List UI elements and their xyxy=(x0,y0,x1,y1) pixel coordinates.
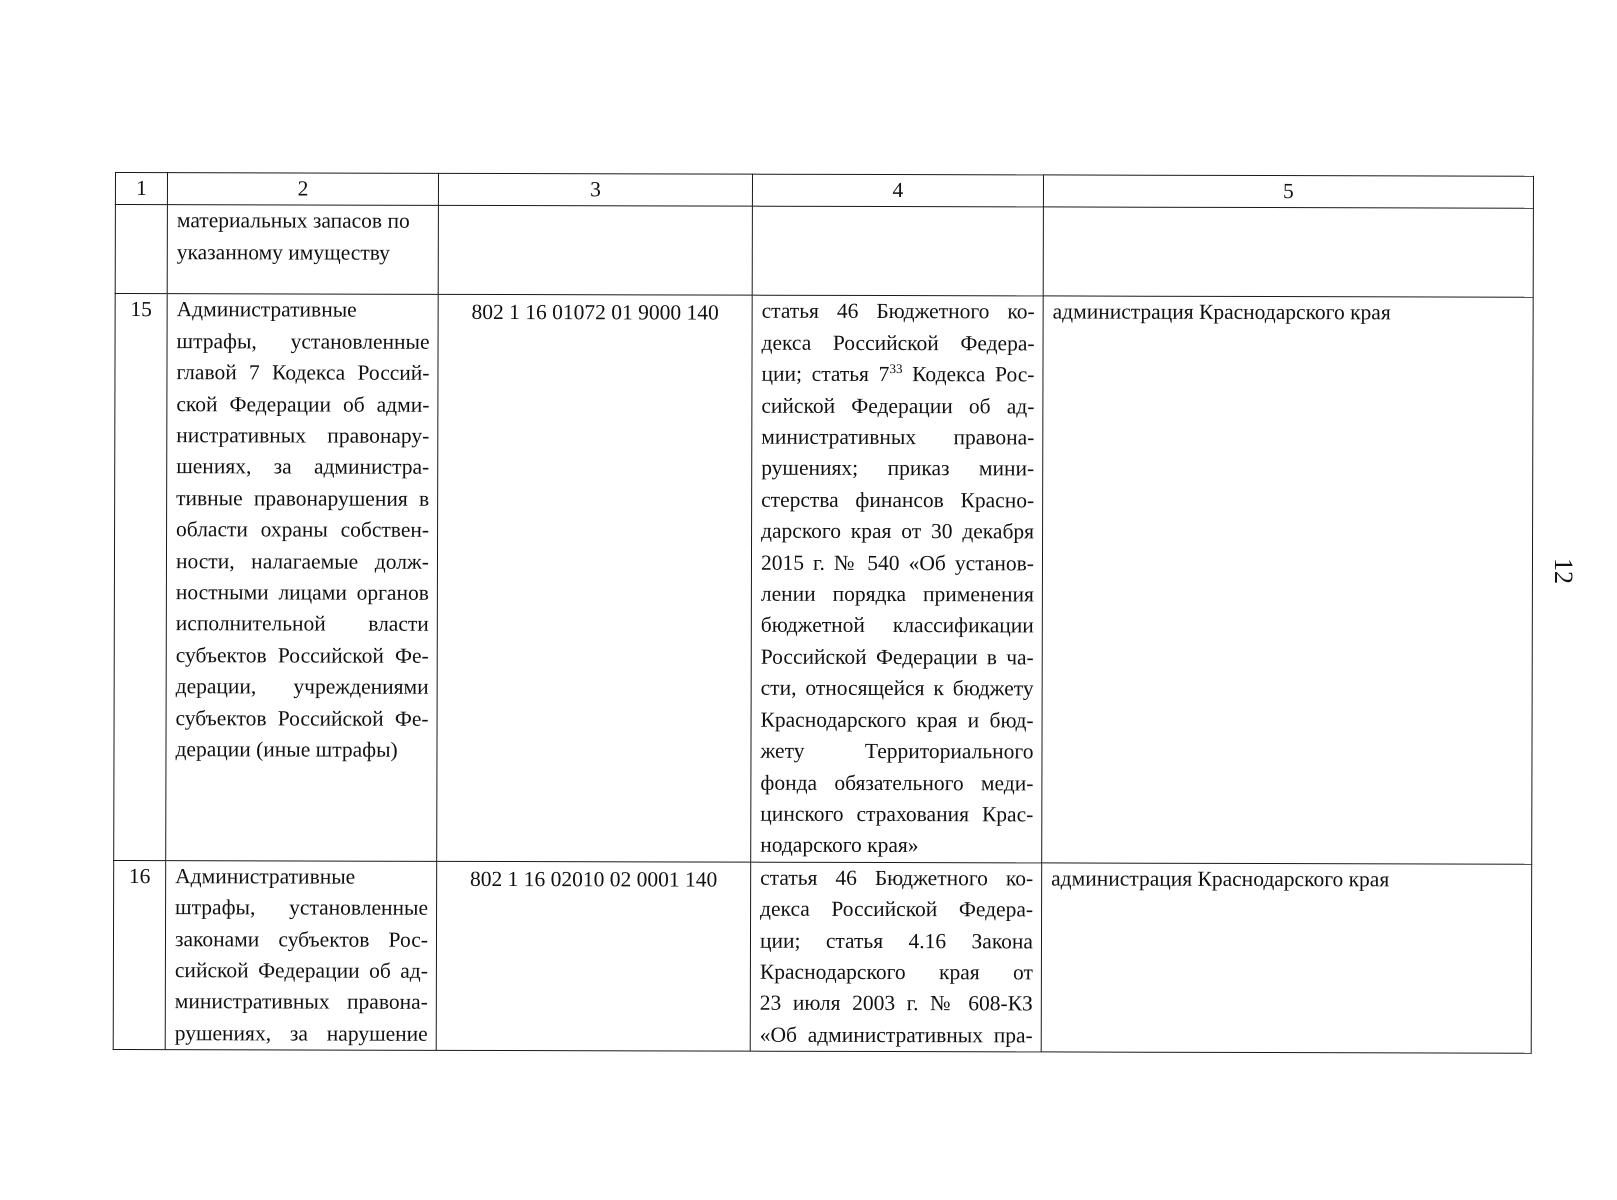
basis-line: декса Российской Федера- xyxy=(760,896,1034,922)
name-line: министративных правона- xyxy=(174,989,428,1015)
basis-line: статья 46 Бюджетного ко- xyxy=(761,299,1035,324)
row-number: 15 xyxy=(114,294,167,860)
basis-line-with-superscript xyxy=(761,359,1034,391)
name-line: нистративных правонару- xyxy=(176,423,430,448)
administrator: администрация Краснодарского края xyxy=(1042,296,1533,864)
basis-line: рушениях; приказ мини- xyxy=(761,456,1035,481)
table-row-15 xyxy=(114,294,1533,864)
cell-legal-basis xyxy=(751,296,1043,863)
basis-line: Краснодарского края и бюд- xyxy=(760,707,1034,733)
name-line: субъектов Российской Фе- xyxy=(175,643,429,668)
revenue-code: 802 1 16 02010 02 0001 140 xyxy=(436,861,750,1051)
name-line: ской Федерации об адми- xyxy=(176,391,430,417)
name-line: указанному имуществу xyxy=(176,239,390,265)
name-line: сийской Федерации об ад- xyxy=(174,958,428,983)
header-cell-3: 3 xyxy=(438,173,752,206)
cell-num-empty xyxy=(115,205,167,294)
header-cell-5: 5 xyxy=(1043,175,1533,209)
name-line: Административные xyxy=(175,863,356,889)
basis-line: министративных правона- xyxy=(761,424,1035,450)
basis-line: жету Территориального xyxy=(760,738,1034,764)
basis-line: 2015 г. № 540 «Об установ- xyxy=(760,550,1035,576)
basis-line: сийской Федерации об ад- xyxy=(761,393,1035,419)
name-line: шениях, за администра- xyxy=(176,454,430,480)
revenue-code: 802 1 16 01072 01 9000 140 xyxy=(437,295,752,862)
name-line: материальных запасов по xyxy=(176,208,410,234)
cell-name xyxy=(166,294,438,861)
name-line: ности, налагаемые долж- xyxy=(175,548,430,574)
basis-line: 23 июля 2003 г. № 608-КЗ xyxy=(759,991,1033,1016)
basis-line: декса Российской Федера- xyxy=(761,330,1035,356)
table-header-row xyxy=(115,173,1533,209)
name-line: штрафы, установленные xyxy=(176,328,430,354)
basis-line: ции; статья 4.16 Закона xyxy=(759,928,1034,953)
basis-line: сти, относящейся к бюджету xyxy=(760,675,1034,701)
basis-line: Российской Федерации в ча- xyxy=(760,644,1034,670)
name-line: дерации, учреждениями xyxy=(175,674,429,700)
header-cell-1: 1 xyxy=(115,173,167,206)
name-line: субъектов Российской Фе- xyxy=(175,705,429,731)
name-line: Административные xyxy=(176,297,357,323)
name-line: штрафы, установленные xyxy=(175,895,429,920)
revenue-codes-table xyxy=(113,172,1534,1054)
superscript: 33 xyxy=(889,361,903,377)
name-line: исполнительной власти xyxy=(175,611,429,637)
basis-line: статья 46 Бюджетного ко- xyxy=(760,865,1034,891)
basis-line: бюджетной классификации xyxy=(760,613,1034,638)
header-cell-4: 4 xyxy=(752,174,1043,207)
basis-line: лении порядка применения xyxy=(760,581,1034,607)
cell-name-continuation xyxy=(167,205,438,295)
page-number: 12 xyxy=(1549,558,1578,584)
administrator: администрация Краснодарского края xyxy=(1041,863,1531,1054)
cell-code-empty xyxy=(438,206,752,296)
header-cell-2: 2 xyxy=(167,173,438,206)
basis-line: Краснодарского края от xyxy=(759,959,1033,985)
cell-legal-basis xyxy=(750,862,1041,1052)
name-line: рушениях, за нарушение xyxy=(174,1020,428,1046)
row-number: 16 xyxy=(113,860,165,1050)
basis-line: стерства финансов Красно- xyxy=(761,487,1035,513)
name-line: области охраны собствен- xyxy=(176,517,430,543)
basis-line: цинского страхования Крас- xyxy=(760,801,1034,827)
cell-name xyxy=(165,860,436,1050)
basis-text: Кодекса Рос- xyxy=(902,362,1035,387)
name-line: ностными лицами органов xyxy=(175,580,429,605)
basis-line: фонда обязательного меди- xyxy=(760,770,1034,795)
name-line: тивные правонарушения в xyxy=(176,486,430,511)
name-line: законами субъектов Рос- xyxy=(174,926,429,952)
basis-line: «Об административных пра- xyxy=(759,1022,1033,1048)
basis-text: ции; статья 7 xyxy=(761,361,890,387)
basis-line: дарского края от 30 декабря xyxy=(761,518,1035,544)
cell-admin-empty xyxy=(1043,207,1533,297)
name-line: дерации (иные штрафы) xyxy=(175,737,398,762)
basis-line: нодарского края» xyxy=(760,833,919,858)
table-row-16 xyxy=(113,860,1531,1053)
table-row-continuation xyxy=(115,205,1533,298)
name-line: главой 7 Кодекса Россий- xyxy=(176,360,430,386)
cell-basis-empty xyxy=(752,207,1043,297)
